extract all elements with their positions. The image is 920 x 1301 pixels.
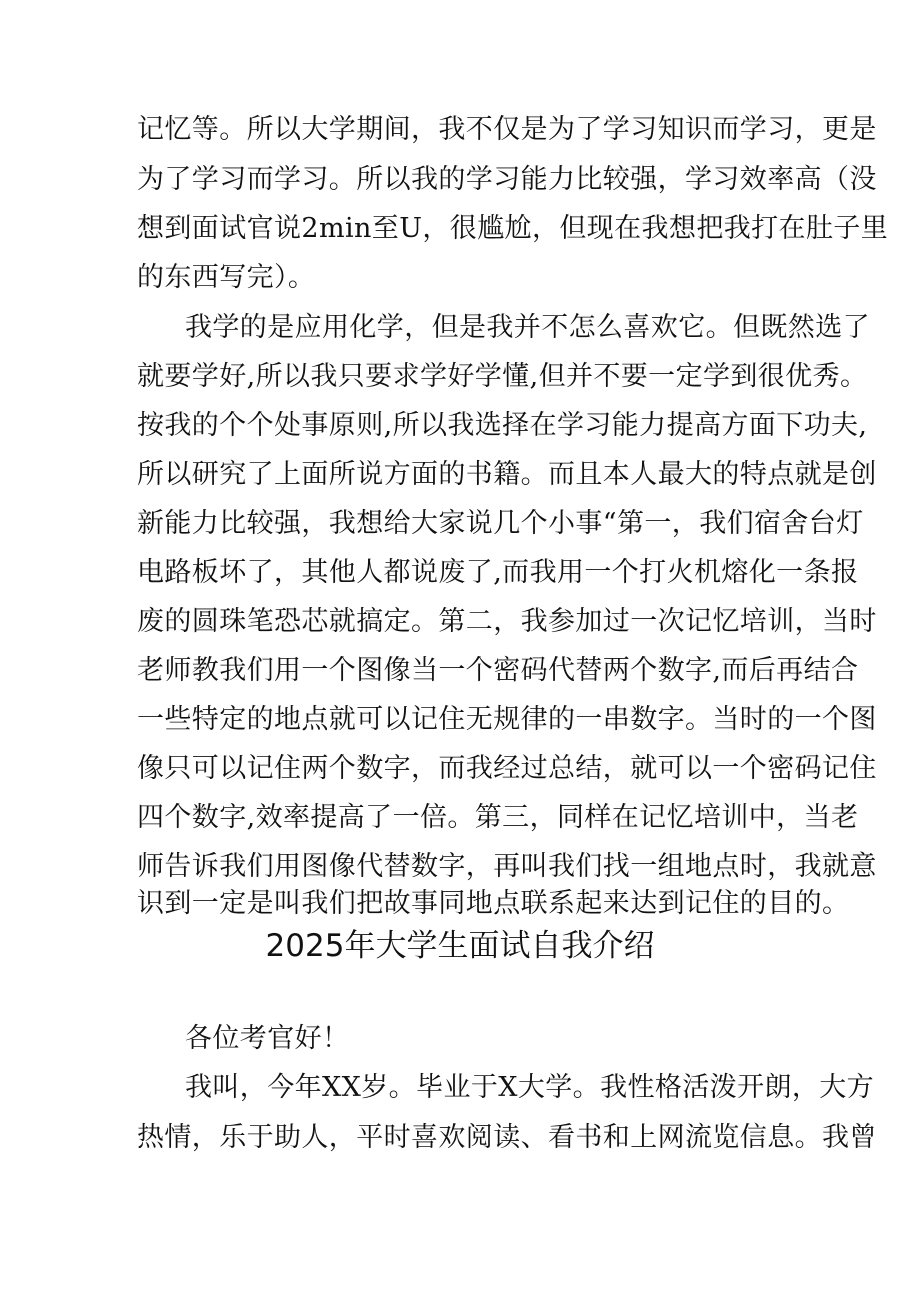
paragraph-line: 废的圆珠笔恐芯就搞定。第二，我参加过一次记忆培训，当时 (137, 606, 877, 637)
paragraph-line: 一些特定的地点就可以记住无规律的一串数字。当时的一个图 (137, 704, 877, 735)
paragraph-line: 师告诉我们用图像代替数字，再叫我们找一组地点时，我就意 (137, 851, 877, 882)
paragraph-line: 热情，乐于助人，平时喜欢阅读、看书和上网流览信息。我曾 (137, 1122, 877, 1153)
paragraph-line: 想到面试官说2min至U，很尴尬，但现在我想把我打在肚子里 (137, 213, 889, 244)
document-title: 2025年大学生面试自我介绍 (265, 928, 655, 964)
paragraph-line: 四个数字,效率提高了一倍。第三，同样在记忆培训中，当老 (137, 802, 859, 833)
paragraph-line: 的东西写完）。 (137, 262, 316, 293)
paragraph-line: 所以研究了上面所说方面的书籍。而且本人最大的特点就是创 (137, 459, 877, 490)
paragraph-line: 像只可以记住两个数字，而我经过总结，就可以一个密码记住 (137, 753, 877, 784)
paragraph-line: 我叫，今年XX岁。毕业于X大学。我性格活泼开朗，大方 (185, 1072, 875, 1103)
paragraph-line: 为了学习而学习。所以我的学习能力比较强，学习效率高（没 (137, 164, 877, 195)
paragraph-line: 电路板坏了，其他人都说废了,而我用一个打火机熔化一条报 (137, 557, 859, 588)
paragraph-line: 就要学好,所以我只要求学好学懂,但并不要一定学到很优秀。 (137, 361, 868, 392)
paragraph-line: 识到一定是叫我们把故事同地点联系起来达到记住的目的。 (137, 888, 850, 919)
greeting-line: 各位考官好！ (185, 1023, 350, 1054)
paragraph-line: 按我的个个处事原则,所以我选择在学习能力提高方面下功夫, (137, 410, 868, 441)
paragraph-line: 新能力比较强，我想给大家说几个小事“第一，我们宿舍台灯 (137, 508, 864, 539)
paragraph-line: 我学的是应用化学，但是我并不怎么喜欢它。但既然选了 (185, 312, 870, 343)
paragraph-line: 老师教我们用一个图像当一个密码代替两个数字,而后再结合 (137, 655, 859, 686)
paragraph-line: 记忆等。所以大学期间，我不仅是为了学习知识而学习，更是 (137, 114, 877, 145)
